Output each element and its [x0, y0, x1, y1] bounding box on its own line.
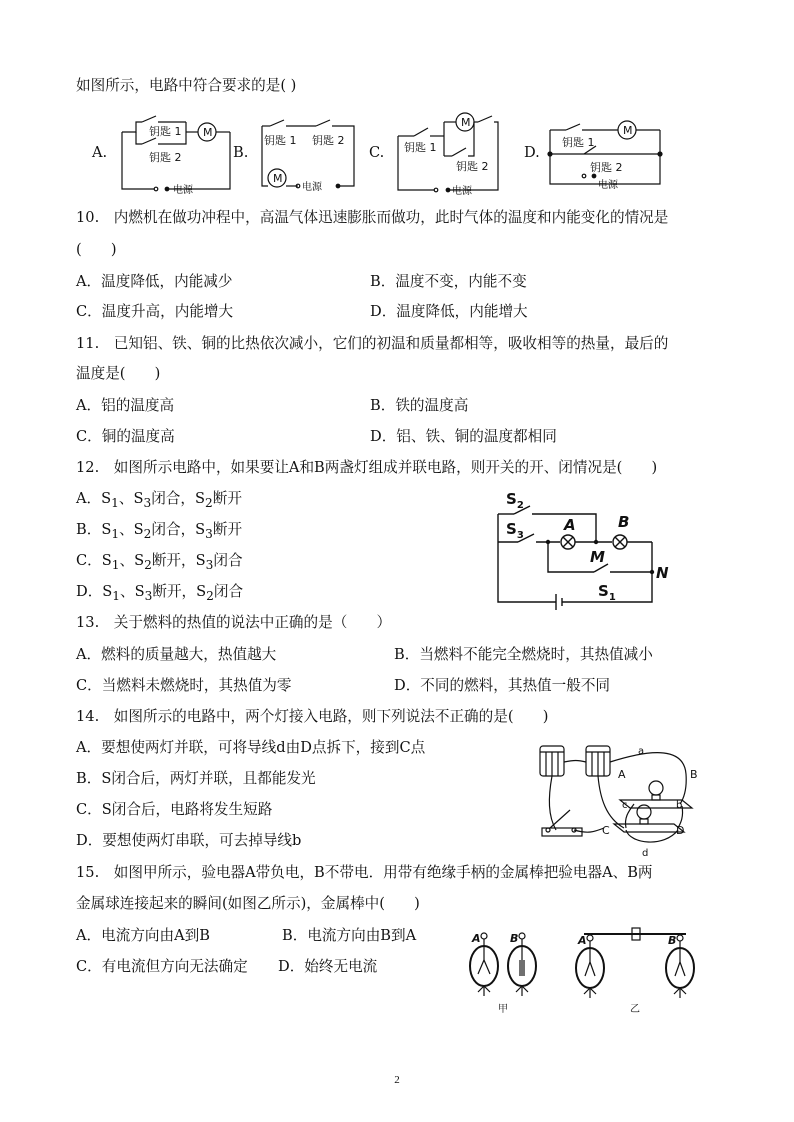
- motor-symbol: M: [623, 124, 633, 137]
- q10-stem: 10. 内燃机在做功冲程中，高温气体迅速膨胀而做功，此时气体的温度和内能变化的情况是: [76, 209, 669, 226]
- terminal-B-label: B: [690, 768, 698, 781]
- wire-b-label: b: [676, 800, 683, 811]
- s1-label: $S_1$: [598, 582, 616, 603]
- figure-yi-label: 乙: [630, 1004, 640, 1015]
- power-label: 电源: [173, 185, 193, 196]
- q12-stem: 12. 如图所示电路中，如果要让A和B两盏灯组成并联电路，则开关的开、闭情况是( ): [76, 459, 658, 476]
- key1-label: 钥匙 1: [264, 134, 297, 147]
- q10-option-d: D．温度降低，内能增大: [370, 303, 528, 320]
- q12-option-d: D．$S_1$、$S_3$断开，$S_2$闭合: [76, 583, 244, 603]
- q9-circuit-a: [118, 112, 228, 194]
- page-number: 2: [394, 1074, 400, 1086]
- q11-option-a: A．铝的温度高: [76, 397, 175, 414]
- key2-label: 钥匙 2: [312, 134, 345, 147]
- electroscope-a2-label: A: [578, 934, 587, 947]
- power-label: 电源: [598, 180, 618, 191]
- q13-option-a: A．燃料的质量越大，热值越大: [76, 646, 277, 663]
- q13-option-d: D．不同的燃料，其热值一般不同: [394, 677, 611, 694]
- q9-stem: 如图所示，电路中符合要求的是( ): [76, 77, 297, 94]
- q14-option-a: A．要想使两灯并联，可将导线d由D点拆下，接到C点: [76, 739, 426, 756]
- motor-symbol: M: [203, 126, 213, 139]
- wire-a-label: a: [638, 746, 645, 757]
- q12-option-c: C．$S_1$、$S_2$断开，$S_3$闭合: [76, 552, 243, 572]
- key1-label: 钥匙 1: [562, 136, 595, 149]
- q15-stem: 15. 如图甲所示，验电器A带负电，B不带电．用带有绝缘手柄的金属棒把验电器A、B两: [76, 864, 653, 881]
- motor-symbol: M: [273, 172, 283, 185]
- lamp-b-label: B: [618, 513, 630, 531]
- lamp-a-label: A: [564, 516, 576, 534]
- q9-choice-a: A.: [92, 144, 108, 161]
- s2-label: $S_2$: [506, 490, 524, 511]
- key1-label: 钥匙 1: [149, 125, 182, 138]
- q13-option-c: C．当燃料未燃烧时，其热值为零: [76, 677, 292, 694]
- q9-choice-c: C.: [369, 144, 385, 161]
- q11-option-b: B．铁的温度高: [370, 397, 469, 414]
- s3-label: $S_3$: [506, 520, 524, 541]
- electroscope-b-label: B: [510, 932, 519, 945]
- wire-c-label: c: [622, 800, 628, 811]
- q9-circuit-b: [258, 118, 362, 194]
- electroscope-a-label: A: [472, 932, 481, 945]
- key2-label: 钥匙 2: [149, 151, 182, 164]
- q12-circuit-figure: [494, 490, 674, 608]
- q14-option-b: B．S闭合后，两灯并联，且都能发光: [76, 770, 316, 787]
- q9-choice-d: D.: [524, 144, 540, 161]
- q14-circuit-figure: [534, 738, 714, 860]
- q11-option-c: C．铜的温度高: [76, 428, 175, 445]
- q10-option-b: B．温度不变，内能不变: [370, 273, 527, 290]
- q15-option-b: B．电流方向由B到A: [282, 927, 417, 944]
- q14-option-c: C．S闭合后，电路将发生短路: [76, 801, 273, 818]
- electroscope-b2-label: B: [668, 934, 677, 947]
- q12-option-b: B．$S_1$、$S_2$闭合，$S_3$断开: [76, 521, 243, 541]
- q15-option-d: D．始终无电流: [278, 958, 378, 975]
- q13-stem: 13. 关于燃料的热值的说法中正确的是（ ）: [76, 614, 392, 631]
- q10-stem-cont: ( ): [76, 241, 117, 258]
- node-n-label: N: [656, 564, 669, 582]
- key2-label: 钥匙 2: [456, 160, 489, 173]
- node-m-label: M: [590, 548, 605, 566]
- terminal-A-label: A: [618, 768, 626, 781]
- terminal-C-label: C: [602, 824, 610, 837]
- q9-circuit-c: [394, 108, 506, 197]
- q9-circuit-d: [548, 116, 662, 194]
- motor-symbol: M: [461, 116, 471, 129]
- q15-option-c: C．有电流但方向无法确定: [76, 958, 248, 975]
- q12-option-a: A．$S_1$、$S_3$闭合，$S_2$断开: [76, 490, 242, 510]
- q11-option-d: D．铝、铁、铜的温度都相同: [370, 428, 557, 445]
- q14-stem: 14. 如图所示的电路中，两个灯接入电路，则下列说法不正确的是( ): [76, 708, 549, 725]
- q13-option-b: B．当燃料不能完全燃烧时，其热值减小: [394, 646, 653, 663]
- q14-option-d: D．要想使两灯串联，可去掉导线b: [76, 832, 302, 849]
- terminal-D-label: D: [676, 824, 685, 837]
- key1-label: 钥匙 1: [404, 141, 437, 154]
- q11-stem: 11. 已知铝、铁、铜的比热依次减小，它们的初温和质量都相等，吸收相等的热量，最后的: [76, 335, 669, 352]
- q9-choice-b: B.: [233, 144, 249, 161]
- power-label: 电源: [452, 186, 472, 197]
- figure-jia-label: 甲: [498, 1004, 508, 1015]
- key2-label: 钥匙 2: [590, 161, 623, 174]
- wire-d-label: d: [642, 848, 649, 859]
- power-label: 电源: [302, 182, 322, 193]
- q10-option-c: C．温度升高，内能增大: [76, 303, 234, 320]
- q15-electroscope-figure: [460, 924, 700, 1016]
- q15-stem-cont: 金属球连接起来的瞬间(如图乙所示)，金属棒中( ): [76, 895, 420, 912]
- q10-option-a: A．温度降低，内能减少: [76, 273, 233, 290]
- q11-stem-cont: 温度是( ): [76, 365, 161, 382]
- q15-option-a: A．电流方向由A到B: [76, 927, 210, 944]
